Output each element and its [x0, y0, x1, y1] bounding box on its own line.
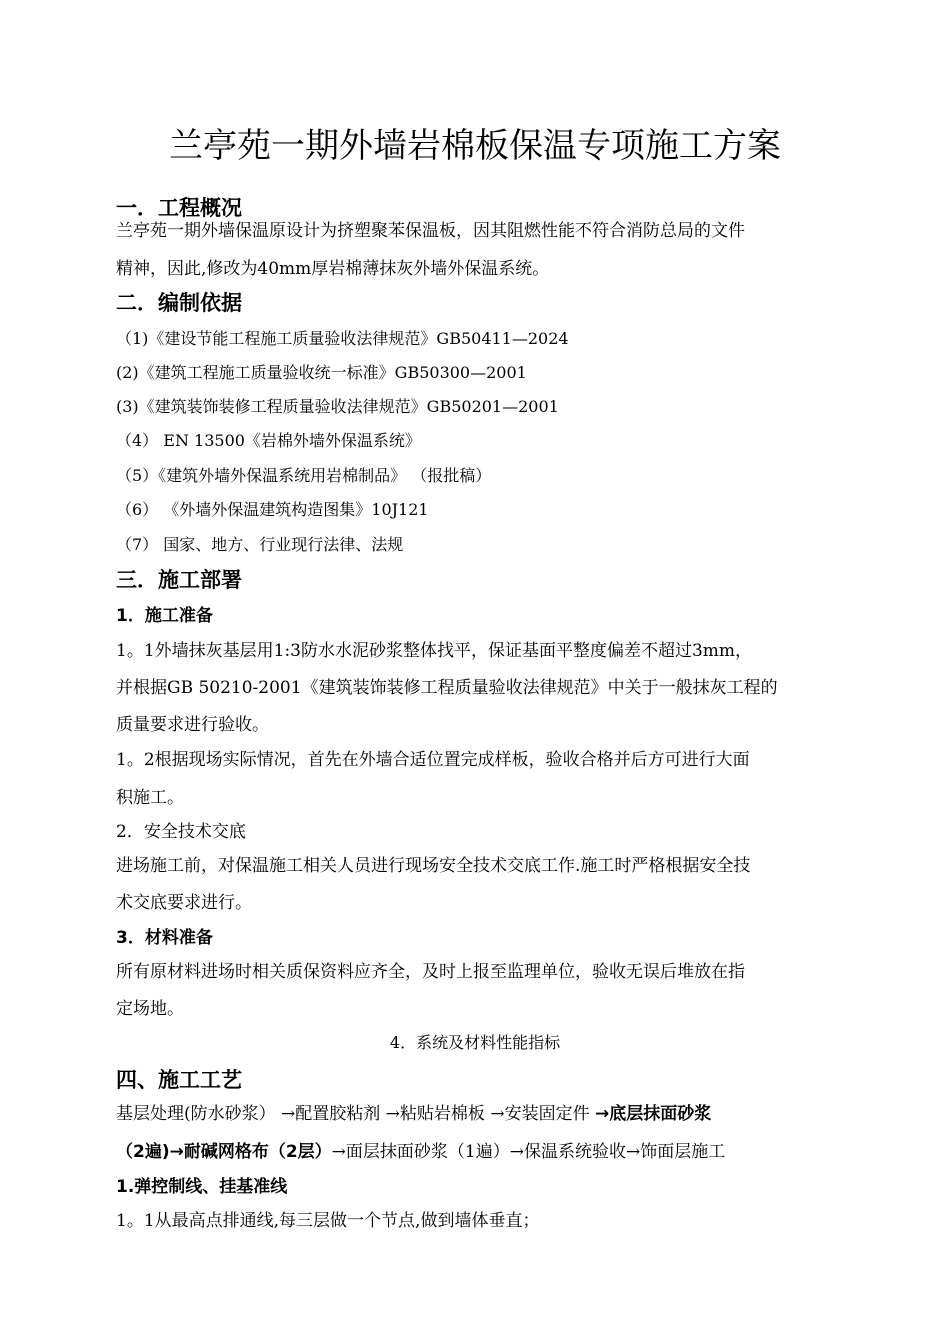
preparation-p2-line-2: 积施工。: [116, 788, 184, 808]
overview-line-1: 兰亭苑一期外墙保温原设计为挤塑聚苯保温板，因其阻燃性能不符合消防总局的文件: [116, 221, 745, 241]
process-flow-steps-bold: →底层抹面砂浆: [594, 1104, 712, 1124]
section-heading-basis: 二．编制依据: [116, 291, 242, 315]
materials-line-2: 定场地。: [116, 999, 184, 1019]
preparation-p1-line-3: 质量要求进行验收。: [116, 715, 269, 735]
section-heading-overview: 一．工程概况: [116, 196, 242, 220]
process-flow-steps: →面层抹面砂浆（1遍）→保温系统验收→饰面层施工: [331, 1142, 726, 1162]
reference-item: （1)《建设节能工程施工质量验收法律规范》GB50411—2024: [116, 329, 569, 348]
process-flow-steps-bold: （2遍)→耐碱网格布（2层）: [116, 1142, 332, 1162]
safety-line-2: 术交底要求进行。: [116, 893, 252, 913]
reference-item: (2)《建筑工程施工质量验收统一标准》GB50300—2001: [116, 363, 527, 382]
section-heading-process: 四、施工工艺: [116, 1068, 242, 1092]
overview-line-2: 精神，因此,修改为40mm厚岩棉薄抹灰外墙外保温系统。: [116, 259, 550, 279]
process-flow-steps: 基层处理(防水砂浆） →配置胶粘剂 →粘贴岩棉板 →安装固定件: [116, 1104, 595, 1124]
reference-item: （4） EN 13500《岩棉外墙外保温系统》: [116, 431, 421, 450]
safety-line-1: 进场施工前，对保温施工相关人员进行现场安全技术交底工作.施工时严格根据安全技: [116, 856, 751, 876]
subheading-safety: 2．安全技术交底: [116, 822, 246, 842]
reference-item: （5）《建筑外墙外保温系统用岩棉制品》 （报批稿）: [116, 466, 492, 485]
control-lines-line-1: 1。1从最高点排通线,每三层做一个节点,做到墙体垂直；: [116, 1211, 540, 1231]
process-flow-line-1: [116, 1097, 840, 1131]
materials-line-1: 所有原材料进场时相关质保资料应齐全，及时上报至监理单位，验收无误后堆放在指: [116, 962, 745, 982]
preparation-p1-line-2: 并根据GB 50210-2001《建筑装饰装修工程质量验收法律规范》中关于一般抹灰工程的: [116, 678, 778, 698]
reference-item: （7） 国家、地方、行业现行法律、法规: [116, 535, 404, 554]
process-flow-line-2: [116, 1135, 840, 1169]
subheading-materials: 3．材料准备: [116, 928, 213, 948]
preparation-p1-line-1: 1。1外墙抹灰基层用1:3防水水泥砂浆整体找平，保证基面平整度偏差不超过3mm，: [116, 641, 753, 661]
section-heading-deployment: 三．施工部署: [116, 568, 242, 592]
preparation-p2-line-1: 1。2根据现场实际情况，首先在外墙合适位置完成样板，验收合格并后方可进行大面: [116, 750, 750, 770]
subheading-performance: 4．系统及材料性能指标: [389, 1033, 561, 1052]
reference-item: (3)《建筑装饰装修工程质量验收法律规范》GB50201—2001: [116, 397, 559, 416]
subheading-control-lines: 1.弹控制线、挂基准线: [116, 1177, 288, 1197]
document-title: 兰亭苑一期外墙岩棉板保温专项施工方案: [169, 126, 781, 166]
subheading-preparation: 1．施工准备: [116, 606, 213, 626]
reference-item: （6） 《外墙外保温建筑构造图集》10J121: [116, 500, 429, 519]
